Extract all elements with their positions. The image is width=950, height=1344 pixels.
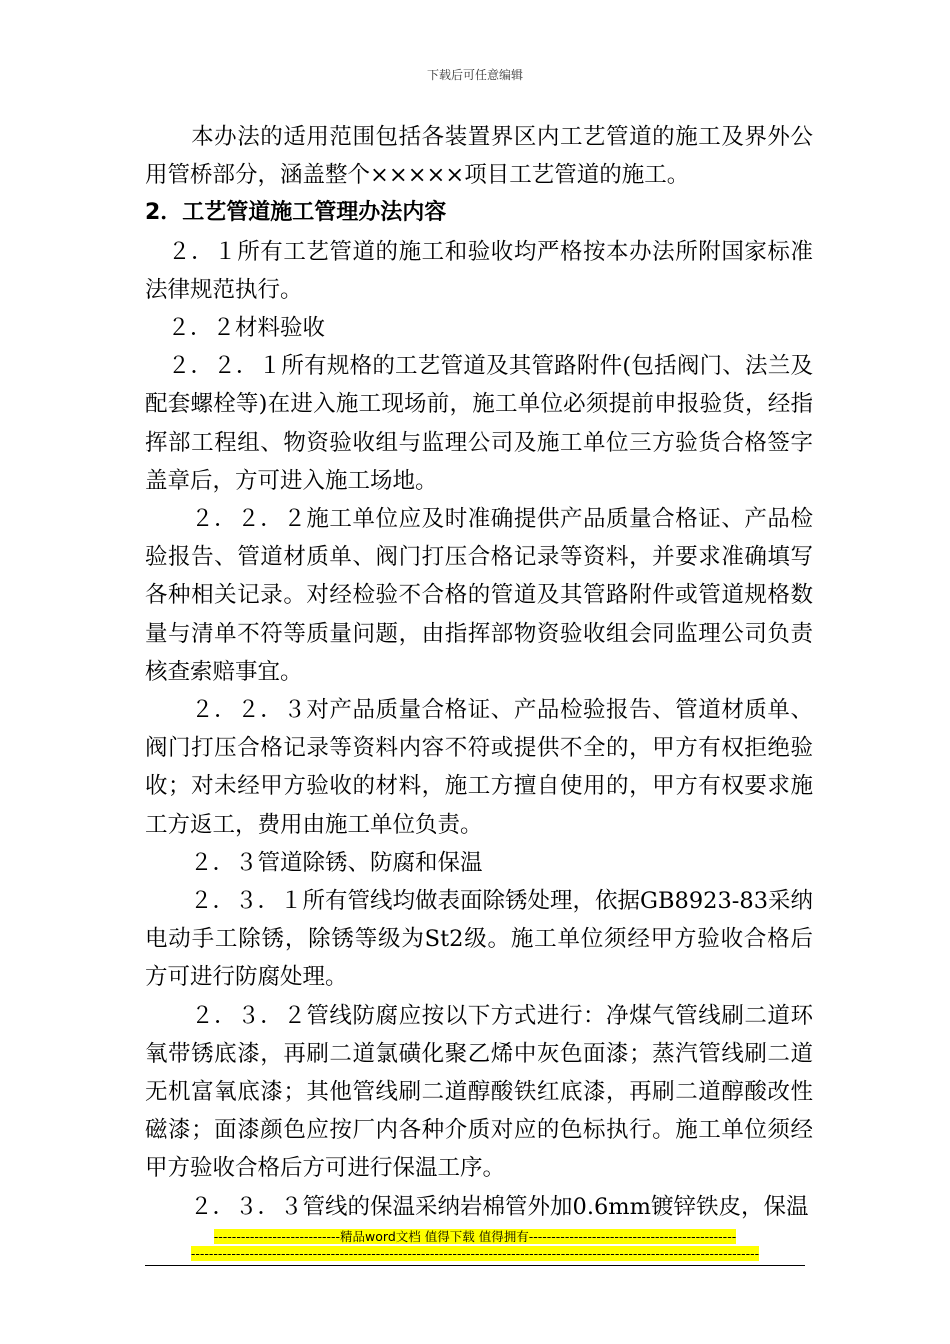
paragraph-scope: 本办法的适用范围包括各装置界区内工艺管道的施工及界外公用管桥部分，涵盖整个×××××项目工艺管道的施工。 xyxy=(145,124,813,189)
paragraph-2-2-1: ２．２．１所有规格的工艺管道及其管路附件(包括阀门、法兰及配套螺栓等)在进入施工现场前，施工单位必须提前申报验货，经指挥部工程组、物资验收组与监理公司及施工单位三方验货合格签字盖章后，方可进入施工场地。 xyxy=(145,353,813,494)
footer-rule xyxy=(145,1265,805,1266)
paragraph-2-3-2: ２．３．２管线防腐应按以下方式进行：净煤气管线刷二道环氧带锈底漆，再刷二道氯磺化聚乙烯中灰色面漆；蒸汽管线刷二道无机富氧底漆；其他管线刷二道醇酸铁红底漆，再刷二道醇酸改性磁漆；面漆颜色应按厂内各种介质对应的色标执行。施工单位须经甲方验收合格后方可进行保温工序。 xyxy=(145,1002,813,1182)
paragraph-2-2: ２．２材料验收 xyxy=(145,315,326,342)
footer-banner xyxy=(0,1229,950,1245)
paragraph-2-2-2: ２．２．２施工单位应及时准确提供产品质量合格证、产品检验报告、管道材质单、阀门打压合格记录等资料，并要求准确填写各种相关记录。对经检验不合格的管道及其管路附件或管道规格数量与清单不符等质量问题，由指挥部物资验收组会同监理公司负责核查索赔事宜。 xyxy=(145,506,813,685)
paragraph-2-3: ２．３管道除锈、防腐和保温 xyxy=(145,849,483,876)
paragraph-2-3-1: ２．３．１所有管线均做表面除锈处理，依据GB8923-83采纳电动手工除锈，除锈等级为St2级。施工单位须经甲方验收合格后方可进行防腐处理。 xyxy=(145,888,814,991)
paragraph-2-2-3: ２．２．３对产品质量合格证、产品检验报告、管道材质单、阀门打压合格记录等资料内容不符或提供不全的，甲方有权拒绝验收；对未经甲方验收的材料，施工方擅自使用的，甲方有权要求施工方返工，费用由施工单位负责。 xyxy=(145,697,813,838)
footer-dashes xyxy=(0,1246,950,1262)
document-body xyxy=(145,118,813,1226)
paragraph-2-1: ２．１所有工艺管道的施工和验收均严格按本办法所附国家标准法律规范执行。 xyxy=(145,238,813,303)
footer-banner-text: ----------------------------精品word文档 值得下载 值得拥有---------------------------------------------- xyxy=(213,1229,737,1244)
footer-dashes-text: ------------------------------------------------------------------------------------------------------------------------------ xyxy=(190,1246,760,1261)
header-note: 下载后可任意编辑 xyxy=(426,68,523,82)
section-heading: 2．工艺管道施工管理办法内容 xyxy=(145,200,447,226)
paragraph-2-3-3: ２．３．３管线的保温采纳岩棉管外加0.6mm镀锌铁皮，保温 xyxy=(145,1193,809,1220)
